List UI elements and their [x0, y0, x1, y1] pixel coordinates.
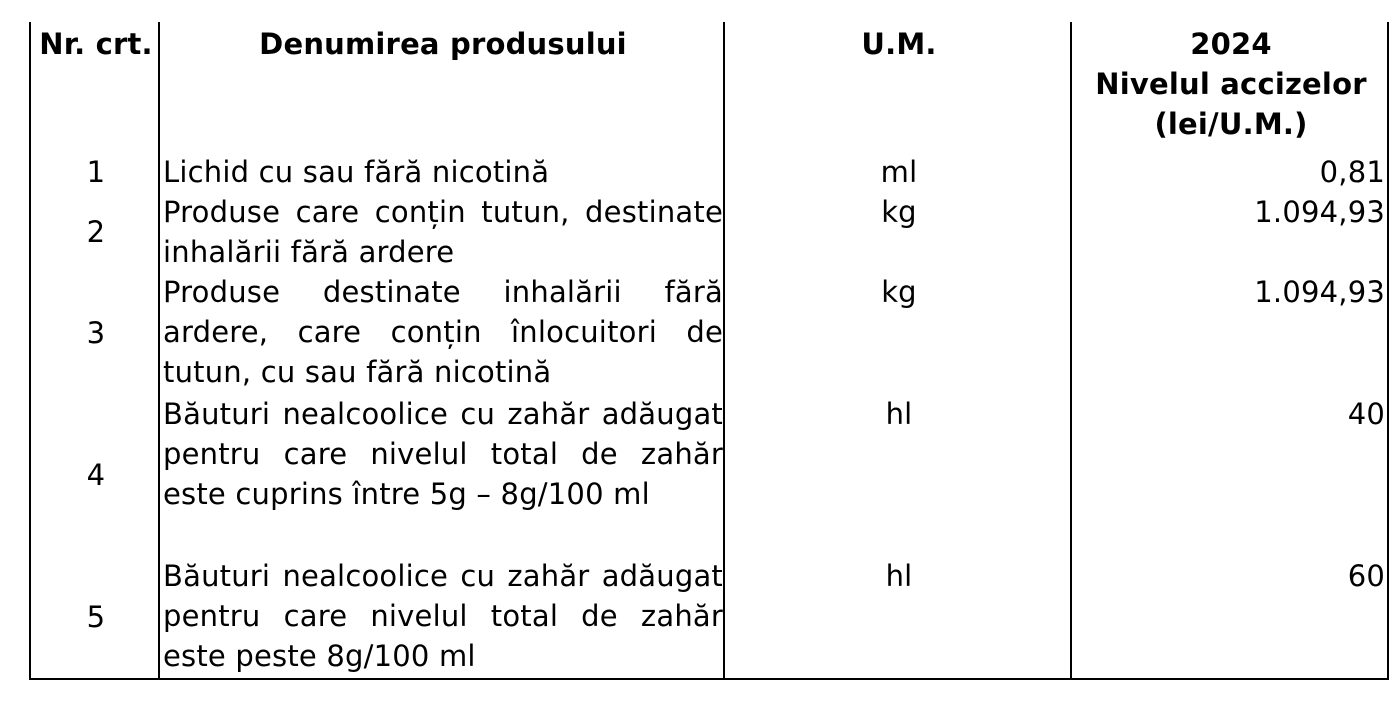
unit-of-measure: ml [724, 152, 1071, 192]
table-row [30, 556, 1388, 679]
product-name: Băuturi nealcoolice cu zahăr adăugat pentru care nivelul total de zahăr este peste 8g/100 ml [159, 556, 724, 679]
excise-table [29, 22, 1389, 680]
table-row [30, 272, 1388, 394]
header-unit: U.M. [724, 22, 1071, 152]
product-name: Băuturi nealcoolice cu zahăr adăugat pentru care nivelul total de zahăr este cuprins între 5g – 8g/100 ml [159, 394, 724, 556]
table-row [30, 152, 1388, 192]
row-number: 2 [30, 192, 159, 272]
excise-value: 1.094,93 [1071, 192, 1388, 272]
header-level-label: Nivelul accizelor [1095, 67, 1367, 101]
table-body [30, 152, 1388, 679]
unit-of-measure: hl [724, 556, 1071, 679]
excise-value: 60 [1071, 556, 1388, 679]
excise-value: 40 [1071, 394, 1388, 556]
unit-of-measure: hl [724, 394, 1071, 556]
row-number: 3 [30, 272, 159, 394]
row-number: 5 [30, 556, 159, 679]
header-row [30, 22, 1388, 152]
excise-value: 0,81 [1071, 152, 1388, 192]
table-row [30, 394, 1388, 556]
unit-of-measure: kg [724, 272, 1071, 394]
header-nr-crt: Nr. crt. [30, 22, 159, 152]
table-row [30, 192, 1388, 272]
row-number: 1 [30, 152, 159, 192]
product-name: Produse destinate inhalării fără ardere, care conțin înlocuitori de tutun, cu sau fără nicotină [159, 272, 724, 394]
header-excise-level [1071, 22, 1388, 152]
header-year: 2024 [1190, 27, 1272, 61]
table-header [30, 22, 1388, 152]
unit-of-measure: kg [724, 192, 1071, 272]
product-name: Produse care conțin tutun, destinate inhalării fără ardere [159, 192, 724, 272]
header-product-name: Denumirea produsului [159, 22, 724, 152]
header-level-unit: (lei/U.M.) [1154, 107, 1308, 141]
row-number: 4 [30, 394, 159, 556]
product-name: Lichid cu sau fără nicotină [159, 152, 724, 192]
excise-value: 1.094,93 [1071, 272, 1388, 394]
